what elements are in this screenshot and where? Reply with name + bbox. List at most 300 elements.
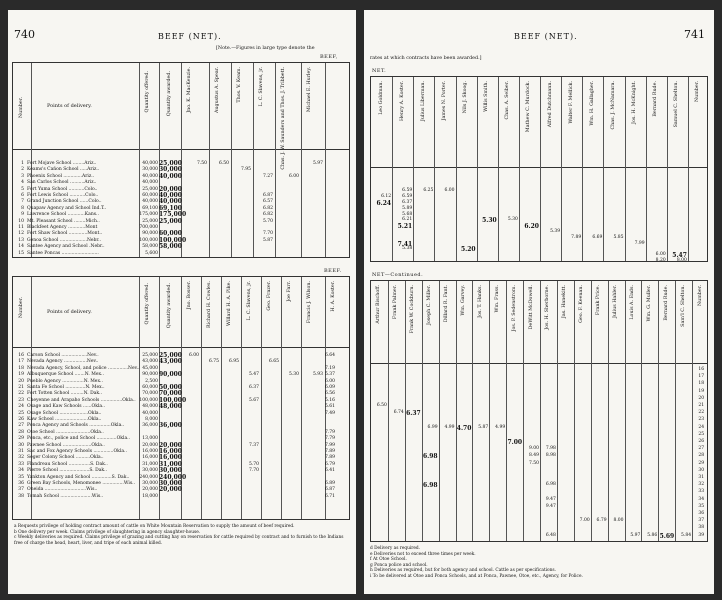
bid-value: 7.00	[507, 439, 523, 446]
delivery-point: Kaw School .......................Okla..	[27, 417, 102, 422]
delivery-point: Sac and Fox Agency Schools ..............Okla..	[27, 449, 127, 454]
column-divider	[498, 77, 499, 261]
bidder-header: Jno. K. MacKenzie.	[187, 67, 192, 113]
row-number: 18	[698, 381, 705, 387]
bidder-header: Wm. H. Gallagher.	[589, 81, 595, 126]
bid-value: 5.67	[248, 397, 259, 403]
quantity-awarded: 58,000	[159, 243, 182, 251]
column-divider	[692, 281, 693, 541]
quantity-offered: 60,000	[142, 193, 158, 198]
delivery-point: Fort Lewis School ...........Colo..	[27, 193, 99, 198]
quantity-offered: 100,000	[139, 397, 158, 403]
column-divider	[434, 77, 435, 261]
column-divider	[392, 77, 393, 261]
row-number: 14	[18, 244, 24, 250]
quantity-awarded: 30,000	[159, 467, 182, 475]
row-number: 25	[698, 431, 705, 437]
delivery-point: Genoa School ...................Nebr..	[27, 237, 101, 243]
row-number: 19	[18, 372, 24, 378]
row-number: 17	[698, 374, 705, 380]
bid-value: 6.69	[592, 234, 603, 240]
bid-value: 5.69	[659, 532, 675, 540]
bidder-header: Alfred Dutchmann.	[547, 81, 553, 128]
table-row	[13, 487, 349, 493]
bidder-header: Leo Goldman.	[378, 81, 384, 115]
bidder-header: H. A. Koster.	[331, 281, 336, 312]
quantity-offered: 40,000	[142, 410, 158, 416]
bid-value: 6.57	[262, 199, 273, 205]
bid-value: 9.47	[545, 503, 556, 509]
delivery-point: Keams's Cañon School .....Ariz..	[27, 167, 100, 173]
footnote-right: f At Otoe School.	[370, 557, 407, 562]
bid-value: 5.86	[647, 532, 658, 538]
delivery-point: Santee Poncas ..........................	[27, 250, 99, 256]
bidder-header: Richard H. Cowles.	[207, 281, 212, 328]
row-number: 18	[18, 365, 24, 371]
bid-value: 7.49	[325, 410, 336, 416]
column-divider	[591, 281, 592, 541]
bid-value: 6.50	[218, 161, 229, 166]
bid-value: 9.00	[528, 446, 539, 452]
bid-value: 8.20	[655, 258, 666, 263]
bid-value: 5.61	[325, 404, 336, 410]
quantity-offered: 45,000	[142, 365, 158, 371]
quantity-offered: 70,000	[142, 391, 158, 397]
bidder-header: Sam'l C. Shelton.	[680, 285, 686, 327]
beef-table-2	[12, 276, 350, 520]
delivery-point: Quapaw Agency and School Ind.T..	[27, 205, 107, 211]
column-divider	[658, 281, 659, 541]
row-number: 38	[18, 493, 24, 499]
bid-value: 6.75	[208, 359, 219, 365]
table-row	[13, 372, 349, 378]
bid-value: 6.74	[393, 410, 404, 416]
column-divider	[557, 281, 558, 541]
delivery-point: Ponca Agency and Schools ...............Okla..	[27, 423, 125, 429]
column-divider	[625, 281, 626, 541]
bid-value: 5.87	[478, 424, 489, 430]
row-number: 20	[18, 378, 24, 384]
bid-value: 6.25	[423, 188, 434, 194]
bid-value: 6.00	[288, 173, 299, 179]
bid-value: 5.85	[613, 234, 624, 240]
table-row	[13, 423, 349, 429]
quantity-offered: 90,000	[142, 231, 158, 237]
table-row	[13, 244, 349, 250]
quantity-offered: 25,000	[142, 218, 158, 224]
quantity-awarded: 70,000	[159, 390, 182, 398]
quantity-awarded: 20,000	[159, 486, 182, 494]
row-number: 27	[698, 446, 705, 452]
quantity-offered: 100,000	[139, 237, 158, 243]
delivery-point: San Carlos School ..........Ariz..	[27, 180, 97, 186]
bid-value: 6.41	[325, 468, 336, 474]
delivery-point: Grand Junction School ......Colo..	[27, 199, 102, 205]
bidder-header: Jos. T. Hanks.	[477, 285, 483, 318]
column-divider	[519, 77, 520, 261]
bid-value: 6.89	[325, 481, 336, 486]
row-number: 5	[21, 186, 24, 192]
bidder-header: L. C. Slavens, jr.	[259, 67, 264, 107]
bid-value: 7.89	[325, 455, 336, 461]
column-divider	[489, 281, 490, 541]
bid-value: 7.89	[325, 449, 336, 454]
delivery-point: Fort Totten School .........N. Dak..	[27, 391, 102, 397]
bid-value: 7.37	[248, 442, 259, 448]
page-number-right: 741	[684, 28, 705, 41]
table-row	[13, 404, 349, 410]
bid-value: 6.24	[376, 200, 392, 207]
bid-value: 6.99	[427, 424, 438, 430]
row-number: 29	[18, 436, 24, 442]
bid-value: 5.38	[402, 246, 413, 252]
footnote-left: b One delivery per week. Claims privilege of slaughtering in agency slaughter-house.	[14, 529, 201, 535]
row-number: 16	[18, 353, 24, 358]
row-number: 38	[698, 525, 705, 531]
delivery-point: Nevada Agency, School, and police ..............Nev..	[27, 365, 140, 371]
bid-value: 8.49	[528, 453, 539, 459]
bid-value: 5.97	[312, 161, 323, 166]
quantity-offered: 40,000	[142, 173, 158, 179]
column-divider	[413, 77, 414, 261]
bid-value: 7.70	[248, 468, 259, 474]
points-of-delivery-header-2: Points of delivery.	[47, 309, 92, 315]
quantity-awarded: 100,000	[159, 396, 187, 404]
bid-value: 4.70	[456, 424, 472, 432]
bidder-header: Jno. Bosser.	[187, 281, 192, 310]
quantity-offered: 13,000	[142, 436, 158, 442]
delivery-point: Oneida .............................Wis..	[27, 487, 98, 493]
row-number: 12	[18, 231, 24, 237]
bid-value: 8.00	[676, 258, 687, 263]
quantity-awarded: 50,000	[159, 384, 182, 391]
row-number: 36	[18, 481, 24, 486]
bid-value: 6.98	[422, 453, 438, 461]
delivery-point: Green Bay Schools, Menomonee ...............Wis..	[27, 481, 136, 486]
number-header: Number.	[19, 97, 24, 119]
bidder-header: Willard H. A. Pike.	[227, 281, 232, 326]
quantity-offered: 5,600	[145, 250, 158, 256]
bid-value: 6.59	[402, 194, 413, 200]
quantity-offered: 16,000	[142, 455, 158, 461]
bid-value: 7.50	[196, 161, 207, 166]
column-divider	[456, 77, 457, 261]
row-number: 32	[18, 455, 24, 461]
row-number: 7	[21, 199, 24, 205]
bid-value: 6.00	[325, 378, 336, 384]
bid-value: 8.00	[613, 518, 624, 524]
quantity-awarded: 175,000	[159, 211, 187, 219]
bid-value: 7.98	[545, 446, 556, 452]
bidder-header: Michael E. Hurley.	[307, 67, 312, 113]
bid-value: 5.70	[248, 461, 259, 467]
bidder-header: Francis J. Wilson.	[307, 281, 312, 324]
table-row	[13, 251, 349, 257]
page-number-left: 740	[14, 28, 35, 41]
bid-value: 6.59	[402, 188, 413, 194]
quantity-awarded: 36,000	[159, 422, 182, 430]
bidder-header: Chas. J. W. Saunders and Thos. J. Tribbett.	[281, 67, 286, 170]
row-number: 1	[21, 161, 24, 166]
bid-value: 6.12	[381, 194, 392, 200]
section-label-net: NET.	[372, 68, 387, 74]
row-number: 15	[18, 250, 24, 256]
row-number: 37	[698, 518, 705, 524]
net-table-2	[370, 280, 708, 542]
column-divider	[472, 281, 473, 541]
bidder-header: Jos. H. Sherborne.	[545, 285, 551, 330]
delivery-point: Fort Shaw School .............Mont..	[27, 231, 103, 237]
column-divider	[574, 281, 575, 541]
bid-value: 6.98	[545, 482, 556, 488]
quantity-offered: 30,000	[142, 481, 158, 486]
bid-value: 5.93	[312, 372, 323, 378]
bidder-header: Frank Price.	[596, 285, 602, 316]
bid-value: 9.47	[545, 496, 556, 502]
quantity-awarded: 240,000	[159, 473, 187, 481]
row-number: 31	[18, 449, 24, 454]
delivery-point: Fort Mojave School ........Ariz..	[27, 161, 97, 166]
bid-value: 7.95	[240, 167, 251, 173]
qty-awarded-header-2: Quantity awarded.	[167, 283, 172, 329]
row-number: 28	[698, 453, 705, 459]
right-page	[364, 10, 714, 594]
section-label-beef-1: BEEF,	[320, 54, 338, 60]
quantity-offered: 31,000	[142, 461, 158, 467]
quantity-awarded: 100,000	[159, 236, 187, 244]
delivery-point: Blackfeet Agency ............Mont	[27, 225, 98, 230]
bid-value: 5.87	[262, 237, 273, 243]
quantity-offered: 175,000	[139, 212, 158, 218]
row-number: 30	[698, 467, 705, 473]
bid-value: 5.70	[262, 218, 273, 224]
delivery-point: Otoe School ........................Okla..	[27, 429, 104, 435]
row-number: 39	[698, 532, 705, 538]
row-number: 9	[21, 212, 24, 218]
quantity-offered: 58,000	[142, 244, 158, 250]
row-number: 34	[698, 496, 705, 502]
delivery-point: Cheyenne and Arapaho Schools ...............Okla..	[27, 397, 136, 403]
bid-value: 6.00	[655, 252, 666, 258]
bid-value: 6.71	[325, 493, 336, 499]
quantity-awarded: 25,000	[159, 217, 182, 225]
footnote-left: c Weekly deliveries as required. Claims privilege of grazing and cutting hay on reservation for cattle required by contract and to furnish to the Indians free of charge the head, heart, liver, and tripe of each animal killed.	[14, 535, 344, 546]
row-number: 26	[18, 417, 24, 422]
bid-value: 5.47	[672, 252, 687, 260]
bidder-header: Bernard Rude.	[653, 81, 659, 117]
quantity-offered: 30,000	[142, 468, 158, 474]
column-divider	[439, 281, 440, 541]
quantity-offered: 40,000	[142, 180, 158, 186]
bid-value: 6.87	[325, 487, 336, 493]
bid-value: 6.37	[406, 410, 421, 418]
column-divider	[641, 281, 642, 541]
bid-value: 5.68	[402, 211, 413, 217]
table-row	[13, 174, 349, 180]
delivery-point: Tomah School ......................Wis..	[27, 493, 104, 499]
row-number: 23	[18, 397, 24, 403]
bidder-header: Number.	[695, 81, 701, 103]
quantity-offered: 16,000	[142, 449, 158, 454]
bid-value: 5.20	[460, 246, 476, 254]
column-divider	[540, 281, 541, 541]
row-number: 35	[18, 474, 24, 480]
row-number: 21	[18, 385, 24, 390]
column-divider	[667, 77, 668, 261]
bid-value: 6.98	[422, 482, 438, 490]
bid-value: 7.50	[528, 460, 539, 466]
column-divider	[603, 77, 604, 261]
bid-value: 7.70	[262, 231, 273, 237]
bidder-header: Bernard Rude.	[663, 285, 669, 321]
column-divider	[422, 281, 423, 541]
quantity-offered: 2,500	[145, 378, 158, 384]
bid-value: 6.95	[228, 359, 239, 365]
row-number: 27	[18, 423, 24, 429]
bid-value: 6.50	[376, 403, 387, 408]
bid-value: 5.30	[482, 217, 497, 225]
quantity-offered: 20,000	[142, 442, 158, 448]
bidder-header: Julius Hahler.	[613, 285, 618, 318]
bid-value: 6.21	[402, 217, 413, 223]
row-number: 33	[18, 461, 24, 467]
bidder-header: Frank Palmer.	[393, 285, 399, 320]
row-number: 28	[18, 429, 24, 435]
qty-offered-header-2: Quantity offered.	[145, 283, 150, 325]
bidder-header: Willis Smith.	[484, 81, 490, 112]
delivery-point: Mt. Pleasant School ........Mich..	[27, 218, 100, 224]
quantity-awarded: 40,000	[159, 172, 182, 180]
quantity-offered: 700,000	[139, 225, 158, 230]
bidder-header: Augustus A. Spear.	[215, 67, 220, 114]
bid-value: 5.47	[248, 372, 259, 378]
column-divider	[405, 281, 406, 541]
column-divider	[506, 281, 507, 541]
bid-value: 7.00	[579, 518, 590, 524]
quantity-offered: 240,000	[139, 474, 158, 480]
row-number: 10	[18, 218, 24, 224]
footnote-right: e Deliveries not to exceed three times per week.	[370, 551, 476, 557]
bid-value: 5.89	[402, 205, 413, 211]
delivery-point: Carson School ..................Nev..	[27, 353, 99, 358]
bid-value: 6.64	[325, 353, 336, 358]
delivery-point: Seger Colony School ..........Okla..	[27, 455, 104, 461]
bid-value: 6.37	[402, 200, 413, 205]
table-row	[13, 430, 349, 436]
row-number: 25	[18, 410, 24, 416]
row-number: 35	[698, 503, 705, 509]
bidder-header: Wm. Frass.	[494, 285, 500, 313]
quantity-awarded: 60,000	[159, 230, 182, 238]
row-number: 2	[21, 167, 24, 173]
footnote-right: g Ponca police and school.	[370, 562, 428, 568]
row-number: 16	[698, 367, 705, 372]
bid-value: 6.82	[262, 212, 273, 218]
section-label-beef-2: BEEF.	[324, 268, 342, 274]
row-number: 31	[698, 475, 705, 480]
row-number: 21	[698, 403, 705, 408]
quantity-offered: 40,000	[142, 199, 158, 205]
bidder-header: Jos. H. McKnight.	[632, 81, 638, 124]
quantity-awarded: 40,000	[159, 198, 182, 206]
quantity-awarded: 16,000	[159, 454, 182, 462]
number-header-2: Number.	[19, 297, 24, 319]
delivery-point: Ponca, etc., police and School ..............Okla..	[27, 436, 130, 442]
quantity-awarded: 25,000	[159, 352, 182, 359]
row-number: 23	[698, 417, 705, 423]
row-number: 11	[18, 225, 24, 230]
quantity-awarded: 20,000	[159, 185, 182, 193]
bid-value: 7.27	[262, 173, 273, 179]
delivery-point: Santa Fe School ..............N. Mex..	[27, 385, 105, 390]
column-divider	[456, 281, 457, 541]
footnote-right: i To be delivered at Otoe and Ponca Schools, and at Ponca, Pawnee, Otoe, etc., Agency, for Police.	[370, 573, 583, 579]
quantity-offered: 48,000	[142, 404, 158, 410]
bidder-header: Joseph C. Miller.	[427, 285, 433, 325]
bid-value: 6.37	[248, 385, 259, 390]
note-text-left: [Note.—Figures in large type denote the	[216, 46, 315, 51]
delivery-point: Osage School ....................Okla..	[27, 410, 102, 416]
quantity-offered: 36,000	[142, 423, 158, 429]
table-row	[13, 494, 349, 500]
bid-value: 6.09	[325, 385, 336, 390]
table-row	[13, 219, 349, 225]
beef-table-1	[12, 62, 350, 258]
quantity-awarded: 69,100	[159, 204, 182, 212]
row-number: 13	[18, 237, 24, 243]
net-table-1	[370, 76, 708, 262]
quantity-offered: 18,000	[142, 493, 158, 499]
table-row	[13, 359, 349, 365]
delivery-point: Flandreau School ...............S. Dak..	[27, 461, 108, 467]
bidder-header: Chas. J. McNamara.	[610, 81, 616, 130]
bid-value: 6.65	[268, 359, 279, 365]
quantity-offered: 30,000	[142, 167, 158, 173]
bid-value: 6.79	[325, 461, 336, 467]
delivery-point: Pueblo Agency ...............N. Mex..	[27, 378, 103, 384]
bid-value: 5.39	[550, 229, 561, 234]
bid-value: 7.89	[571, 234, 582, 240]
bid-value: 5.97	[630, 532, 641, 538]
bid-value: 6.00	[188, 353, 199, 358]
row-number: 36	[698, 511, 705, 516]
quantity-awarded: 20,000	[159, 441, 182, 449]
bid-value: 6.20	[524, 223, 539, 231]
bid-value: 4.99	[444, 424, 455, 430]
delivery-point: Pierre School .....................S. Dak..	[27, 468, 108, 474]
bidder-header: Geo. Frazer.	[267, 281, 272, 311]
bidder-header: Julius Liberman.	[420, 81, 426, 122]
bidder-header: Jas. Hanekitt.	[562, 285, 568, 319]
bidder-header: Chas. A. Seiber.	[505, 81, 511, 120]
quantity-awarded: 30,000	[159, 480, 182, 487]
row-number: 37	[18, 487, 24, 493]
row-number: 32	[698, 482, 705, 488]
row-number: 24	[698, 424, 705, 430]
delivery-point: Santee Agency and School .Nebr..	[27, 244, 105, 250]
bidder-header: Geo. F. Keenan.	[579, 285, 585, 323]
quantity-awarded: 30,000	[159, 166, 182, 174]
bidder-header: Frank W. Cockburn.	[410, 285, 416, 334]
bid-value: 5.30	[288, 372, 299, 378]
quantity-offered: 69,100	[142, 205, 158, 211]
row-number: 19	[698, 388, 705, 394]
table-row	[13, 411, 349, 417]
bidder-header: DeWitt McDowell.	[528, 285, 534, 330]
bid-value: 6.00	[444, 188, 455, 194]
row-number: 3	[21, 173, 24, 179]
qty-offered-header: Quantity offered.	[145, 71, 150, 113]
